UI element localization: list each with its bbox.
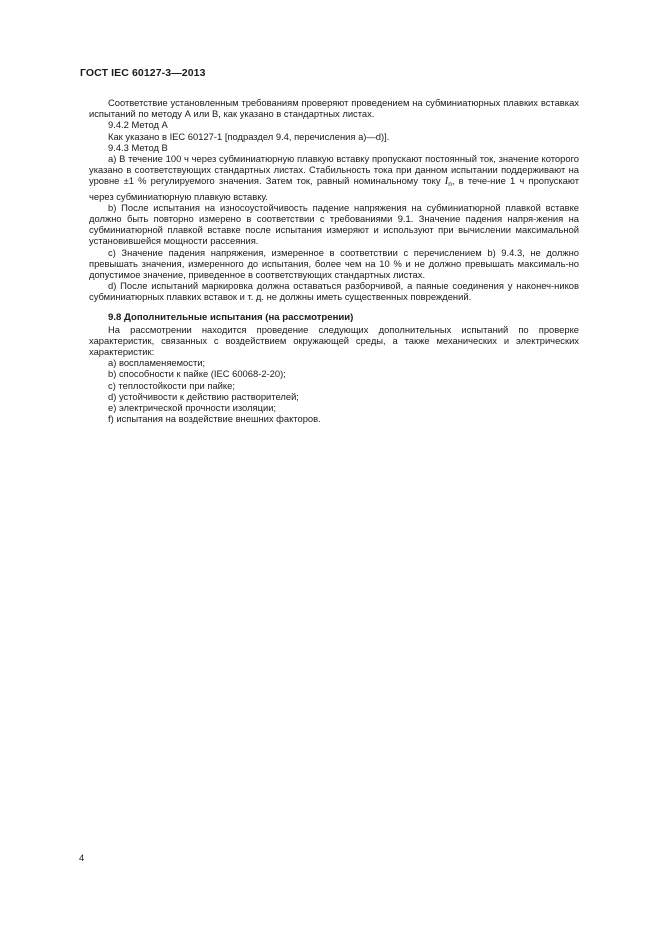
additional-tests-list <box>89 357 579 424</box>
current-symbol: I <box>444 176 449 188</box>
subsection-heading-9-4-2: 9.4.2 Метод А <box>108 119 168 131</box>
list-item: f) испытания на воздействие внешних факторов. <box>108 413 321 425</box>
paragraph-compliance: Соответствие установленным требованиям проверяют проведением на субминиатюрных плавких вставках испытаний по методу А или В, как указано в стандартных листах. <box>89 97 579 120</box>
list-item: с) теплостойкости при пайке; <box>108 379 235 391</box>
paragraph-item-d: d) После испытаний маркировка должна оставаться разборчивой, а паяные соединения у наконеч-ников субминиатюрных плавких вставок и т. д. не должны иметь существенных повреждений. <box>89 280 579 303</box>
document-header: ГОСТ IEC 60127-3—2013 <box>80 67 206 79</box>
paragraph-item-a <box>89 153 579 202</box>
paragraph-item-c: с) Значение падения напряжения, измеренное в соответствии с перечислением b) 9.4.3, не должно превышать значения, измеренного до испытания, более чем на 10 % и не должно превышать максималь-но допустимое значение, приведенное в соответствующих стандартных листах. <box>89 246 579 281</box>
page-number: 4 <box>79 852 85 863</box>
paragraph-additional-tests: На рассмотрении находится проведение следующих дополнительных испытаний по проверке характеристик, связанных с воздействием окружающей среды, а также механических и электрических характеристик: <box>89 323 579 358</box>
subsection-heading-9-4-3: 9.4.3 Метод В <box>108 141 168 153</box>
current-subscript: n <box>448 181 452 189</box>
paragraph-method-a: Как указано в IEC 60127-1 [подраздел 9.4, перечисления а)—d)]. <box>108 130 390 142</box>
list-item: b) способности к пайке (IEC 60068-2-20); <box>108 368 286 380</box>
list-item: а) воспламеняемости; <box>108 357 206 369</box>
section-heading-9-8: 9.8 Дополнительные испытания (на рассмотрении) <box>108 311 354 323</box>
item-a-text-start: а) В течение 100 ч через субминиатюрную плавкую вставку пропускают постоянный ток, значение которого указано в соответствующих стандартных листах. Стабильность тока при данном испытании поддерживают на уровне ±1 % регулируемого значения. Затем ток, равный номинальному току <box>89 153 579 187</box>
item-a-text-end: , в тече-ние 1 ч пропускают через субминиатюрную плавкую вставку. <box>89 175 580 202</box>
list-item: d) устойчивости к действию растворителей; <box>108 390 299 402</box>
list-item: е) электрической прочности изоляции; <box>108 402 277 414</box>
document-body <box>89 97 579 424</box>
paragraph-item-b: b) После испытания на износоустойчивость падение напряжения на субминиатюрной плавкой вставке должно быть повторно измерено в соответствии с требованиями 9.1. Значение падения напря-жения на субминиатюрной плавкой вставке после испытания измеряют и используют при вычислении максимальной установившейся мощности рассеяния. <box>89 201 579 247</box>
